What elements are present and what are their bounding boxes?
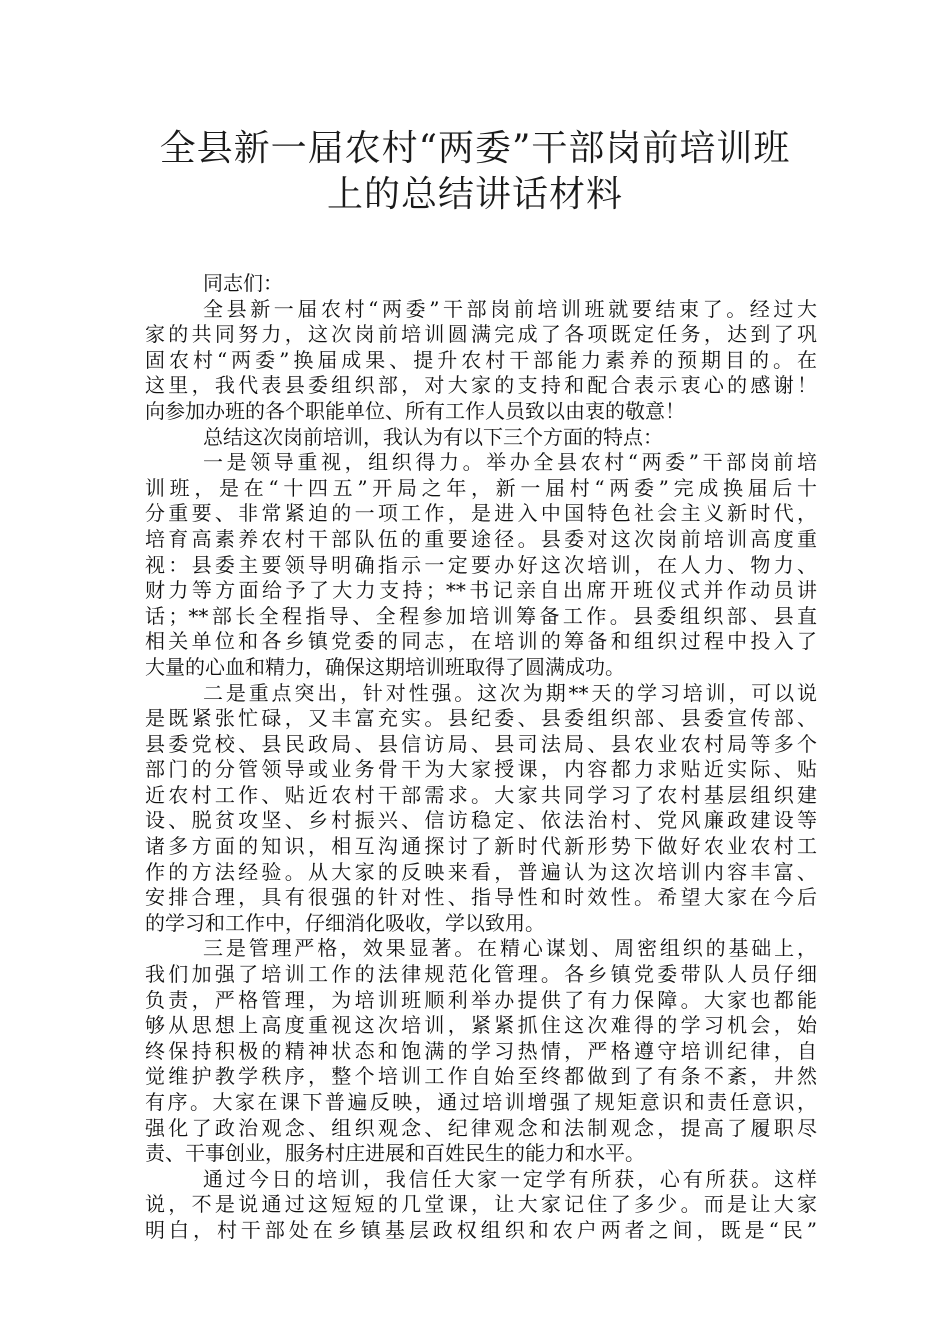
paragraph-5-line-6: 觉维护教学秩序，整个培训工作自始至终都做到了有条不紊，井然: [145, 1064, 817, 1089]
paragraph-1-line-3: 固农村“两委”换届成果、提升农村干部能力素养的预期目的。在: [145, 347, 817, 372]
paragraph-3-line-7: 话；**部长全程指导、全程参加培训筹备工作。县委组织部、县直: [145, 603, 817, 628]
paragraph-3-line-4: 培育高素养农村干部队伍的重要途径。县委对这次岗前培训高度重: [145, 526, 817, 551]
paragraph-3-line-1: 一是领导重视，组织得力。举办全县农村“两委”干部岗前培: [203, 450, 817, 475]
paragraph-4-line-6: 设、脱贫攻坚、乡村振兴、信访稳定、依法治村、党风廉政建设等: [145, 808, 817, 833]
paragraph-3-line-8: 相关单位和各乡镇党委的同志，在培训的筹备和组织过程中投入了: [145, 629, 817, 654]
title-line-2: 上的总结讲话材料: [326, 174, 623, 215]
paragraph-1-line-2: 家的共同努力，这次岗前培训圆满完成了各项既定任务，达到了巩: [145, 322, 817, 347]
paragraph-4-line-2: 是既紧张忙碌，又丰富充实。县纪委、县委组织部、县委宣传部、: [145, 706, 817, 731]
paragraph-3-line-3: 分重要、非常紧迫的一项工作，是进入中国特色社会主义新时代，: [145, 501, 817, 526]
paragraph-5-line-8: 强化了政治观念、组织观念、纪律观念和法制观念，提高了履职尽: [145, 1115, 817, 1140]
paragraph-4-line-3: 县委党校、县民政局、县信访局、县司法局、县农业农村局等多个: [145, 731, 817, 756]
paragraph-5-line-2: 我们加强了培训工作的法律规范化管理。各乡镇党委带队人员仔细: [145, 962, 817, 987]
document-title: [120, 126, 830, 218]
paragraph-1-line-5: 向参加办班的各个职能单位、所有工作人员致以由衷的敬意！: [145, 398, 685, 423]
paragraph-3-line-6: 财力等方面给予了大力支持；**书记亲自出席开班仪式并作动员讲: [145, 578, 817, 603]
paragraph-5-line-7: 有序。大家在课下普遍反映，通过培训增强了规矩意识和责任意识，: [145, 1090, 817, 1114]
paragraph-5-line-5: 终保持积极的精神状态和饱满的学习热情，严格遵守培训纪律，自: [145, 1038, 817, 1063]
paragraph-6-line-3: 明白，村干部处在乡镇基层政权组织和农户两者之间，既是“民”: [145, 1217, 817, 1242]
paragraph-4-line-5: 近农村工作、贴近农村干部需求。大家共同学习了农村基层组织建: [145, 782, 817, 807]
paragraph-1-line-4: 这里，我代表县委组织部，对大家的支持和配合表示衷心的感谢！: [145, 373, 817, 398]
paragraph-6-line-1: 通过今日的培训，我信任大家一定学有所获，心有所获。这样: [203, 1166, 817, 1191]
paragraph-4-line-8: 作的方法经验。从大家的反映来看，普遍认为这次培训内容丰富、: [145, 859, 817, 884]
document-body: [145, 271, 817, 1244]
paragraph-4-line-9: 安排合理，具有很强的针对性、指导性和时效性。希望大家在今后: [145, 885, 817, 910]
paragraph-3-line-5: 视：县委主要领导明确指示一定要办好这次培训，在人力、物力、: [145, 552, 817, 577]
paragraph-5-line-3: 负责，严格管理，为培训班顺利举办提供了有力保障。大家也都能: [145, 987, 817, 1012]
paragraph-6-line-2: 说，不是说通过这短短的几堂课，让大家记住了多少。而是让大家: [145, 1192, 817, 1217]
paragraph-4-line-10: 的学习和工作中，仔细消化吸收，学以致用。: [145, 910, 545, 935]
paragraph-1-line-1: 全县新一届农村“两委”干部岗前培训班就要结束了。经过大: [203, 296, 817, 321]
paragraph-5-line-4: 够从思想上高度重视这次培训，紧紧抓住这次难得的学习机会，始: [145, 1013, 817, 1038]
salutation: 同志们：: [203, 271, 283, 295]
paragraph-5-line-1: 三是管理严格，效果显著。在精心谋划、周密组织的基础上，: [203, 936, 817, 961]
title-line-1: 全县新一届农村“两委”干部岗前培训班: [159, 128, 791, 169]
paragraph-3-line-2: 训班，是在“十四五”开局之年，新一届村“两委”完成换届后十: [145, 475, 817, 500]
paragraph-2-line-1: 总结这次岗前培训，我认为有以下三个方面的特点：: [203, 424, 663, 449]
paragraph-4-line-7: 诸多方面的知识，相互沟通探讨了新时代新形势下做好农业农村工: [145, 834, 817, 859]
paragraph-3-line-9: 大量的心血和精力，确保这期培训班取得了圆满成功。: [145, 654, 625, 679]
paragraph-5-line-9: 责、干事创业，服务村庄进展和百姓民生的能力和水平。: [145, 1141, 645, 1166]
paragraph-4-line-1: 二是重点突出，针对性强。这次为期**天的学习培训，可以说: [203, 680, 817, 705]
paragraph-4-line-4: 部门的分管领导或业务骨干为大家授课，内容都力求贴近实际、贴: [145, 757, 817, 782]
